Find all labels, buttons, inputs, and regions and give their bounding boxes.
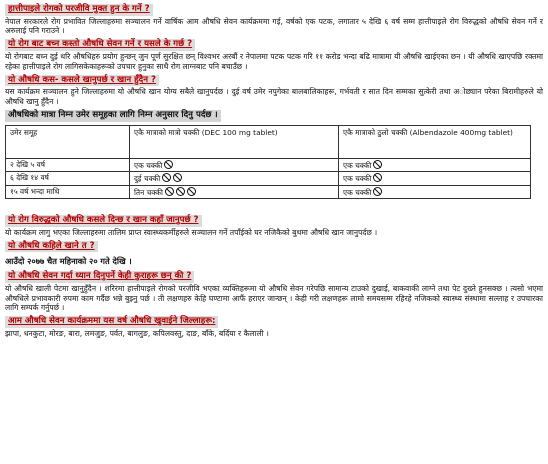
header-albendazole: एकै मात्राको ठुलो चक्की (Albendazole 400mg tablet) (339, 125, 531, 158)
age-cell: २ देखि ५ वर्ष (6, 158, 130, 172)
no-icon (373, 187, 382, 196)
table-row (6, 185, 531, 199)
dec-cell (130, 185, 339, 199)
dec-dose: तिन चक्की (134, 187, 163, 197)
table-row (6, 172, 531, 186)
no-icon (165, 187, 174, 196)
section-dosage (5, 108, 543, 199)
table-header-row (6, 125, 531, 158)
section-who-should-take (5, 73, 543, 107)
no-icon (173, 173, 182, 182)
header-dec: एकै मात्राको मात्रो चक्की (DEC 100 mg tablet) (130, 125, 339, 158)
no-icon (162, 173, 171, 182)
section-heading: यो औषधि कस- कसले खानुपर्छ र खान हुँदैन ? (5, 75, 159, 87)
section-which-medicine (5, 37, 543, 71)
section-parasite-free (5, 2, 543, 36)
header-age-group: उमेर समूह (6, 125, 130, 158)
section-paragraph: यो कार्यक्रम लागु भएका जिल्लाहरुमा तालिम प्राप्त स्वास्थ्यकर्मीहरुले सञ्चालन गर्ने तपाँईको घर नजिकैको बुथमा औषधि खान जानुपर्दछ । (5, 228, 378, 237)
alb-dose: एक चक्की (343, 160, 372, 170)
dec-cell (130, 172, 339, 186)
alb-dose: एक चक्की (343, 174, 372, 184)
district-list: झापा, धनकुटा, मोरङ, बारा, लमजुङ, पर्वत, बागलुङ, कपिलवस्तु, दाङ, बाँके, बर्दिया र कैलाली । (5, 328, 269, 338)
age-cell: ६ देखि १४ वर्ष (6, 172, 130, 186)
section-paragraph: यो औषधि खाली पेटमा खानुहुँदैन । शरिरमा हात्तीपाइले रोगको परजीवि भएका व्यक्तिहरूमा यो औषधि सेवन गरेपछि सामान्य टाउको दुखाई, बाकवाकी लाग्ने तथा पेट दुख्ने हुनसक्छ । त्यसो भएमा औषधिले प्रभावकारी रुपमा काम गर्दैछ भन्ने बुझ्नु पर्छ । ती लक्षणहरु केहि घण्टामा आफैं हराएर जान्छन् । केही गरी लक्षणहरू लामो समयसम्म रहिरहे नजिकको स्वास्थ्य संस्थामा सल्लाह र उपचारका लागि सम्पर्क गर्नुपर्छ । (5, 283, 543, 313)
dosage-table (5, 125, 531, 200)
section-heading: हात्तीपाइले रोगको परजीवि मुक्त हुन के गर्ने ? (5, 4, 153, 16)
no-icon (164, 160, 173, 169)
dec-dose: एक चक्की (134, 160, 163, 170)
alb-cell (339, 185, 531, 199)
no-icon (187, 187, 196, 196)
alb-cell (339, 158, 531, 172)
section-heading: औषधिको मात्रा निम्न उमेर समूहका लागि निम्न अनुसार दिनु पर्दछ । (5, 110, 221, 122)
section-who-distributes (5, 213, 543, 237)
date-line: आउँदो २०७७ चैत महिनाको २० गते देखि । (5, 256, 132, 267)
alb-cell (339, 172, 531, 186)
dec-cell (130, 158, 339, 172)
section-precautions (5, 269, 543, 313)
section-heading: यो रोग विरुद्धको औषधि कसले दिन्छ र खान कहाँ जानुपर्छ ? (5, 215, 202, 227)
alb-dose: एक चक्की (343, 187, 372, 197)
section-paragraph: नेपाल सरकारले रोग प्रभावित जिल्लाहरुमा सञ्चालन गर्ने वार्षिक आम औषधि सेवन कार्यक्रममा गई, वर्षको एक पटक, लगातार ५ देखि ६ वर्ष सम्म हात्तीपाइले रोग विरुद्धको औषधि सेवन गर्ने र अरुलाई पनि गराउने । (5, 16, 543, 36)
section-districts (5, 314, 543, 338)
section-heading: आम औषधि सेवन कार्यक्रममा यस वर्ष औषधि खुवाईने जिल्लाहरू: (5, 316, 218, 328)
no-icon (176, 187, 185, 196)
table-row (6, 158, 531, 172)
section-paragraph: यस कार्यक्रम सञ्चालन हुने जिल्लाहरुमा यो औषधि खान योग्य सबैले खानुपर्दछ । दुई वर्ष उमेर नपुगेका बालबालिकाहरू, गर्भवती र सात दिन सम्मका सुत्केरी तथा अोछ्यान परेका बिरामीहरुले यो औषधि खानु हुँदैन । (5, 87, 543, 107)
age-cell: १५ वर्ष भन्दा माथि (6, 185, 130, 199)
section-heading: यो औषधि कहिले खाने त ? (5, 241, 98, 253)
section-paragraph: यो रोगबाट बच्न दुई थरि औषधिहरु प्रयोग हुन्छन् जुन पूर्ण सुरक्षित छन् विश्वभर अरबौं र नेपालमा पटक पटक गरि ११ करोड भन्दा बढि मात्रामा यी औषधि खाईएका छन । यी औषधि खाएपछि रक्तमा रहेका हात्तीपाइले रोग लागिसकेकाहरूको उपचार हुनुका साथै रोग लाग्नबाट पनि बचाउँछ । (5, 51, 543, 71)
section-when (5, 239, 543, 267)
section-heading: यो औषधि सेवन गर्दा ध्यान दिनुपर्ने केही कुराहरू छन् की ? (5, 271, 194, 283)
no-icon (373, 173, 382, 182)
section-heading: यो रोग बाट बच्न कस्तो औषधि सेवन गर्ने र यसले के गर्छ ? (5, 39, 195, 51)
spacer (5, 203, 543, 213)
dec-dose: दुई चक्की (134, 174, 161, 184)
no-icon (373, 160, 382, 169)
